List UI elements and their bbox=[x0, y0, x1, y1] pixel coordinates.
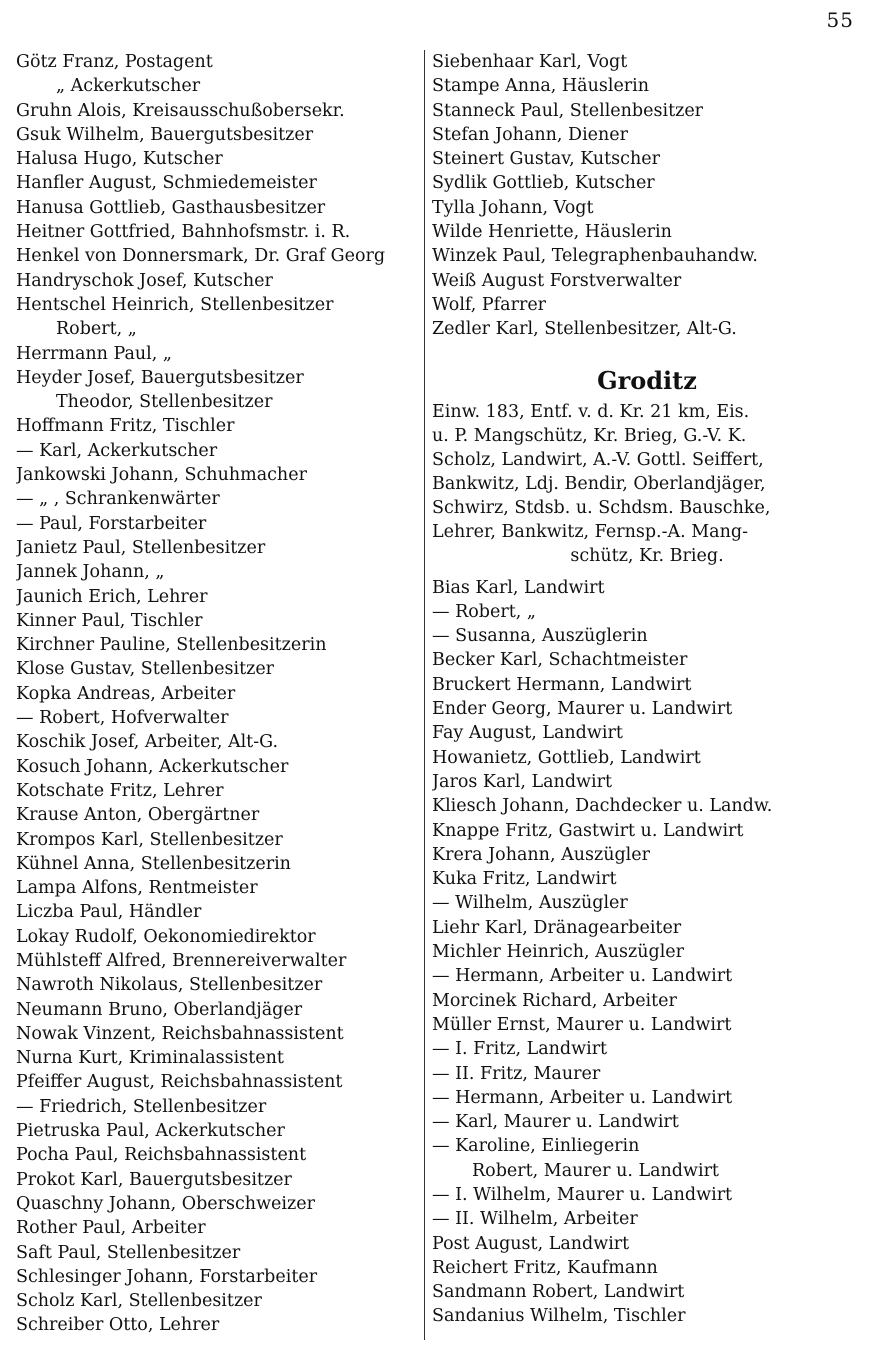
directory-entry: — Karoline, Einliegerin bbox=[432, 1136, 640, 1157]
directory-entry: — „ , Schrankenwärter bbox=[16, 489, 220, 510]
directory-entry: Schlesinger Johann, Forstarbeiter bbox=[16, 1266, 318, 1287]
directory-entry: Jaunich Erich, Lehrer bbox=[16, 586, 208, 607]
directory-entry: Robert, „ bbox=[56, 319, 137, 340]
directory-entry: Siebenhaar Karl, Vogt bbox=[432, 52, 628, 72]
directory-entry: Schreiber Otto, Lehrer bbox=[16, 1315, 220, 1336]
directory-entry: Lokay Rudolf, Oekonomiedirektor bbox=[16, 926, 316, 947]
directory-entry: Hanusa Gottlieb, Gasthausbesitzer bbox=[16, 197, 326, 218]
description-line: Schwirz, Stdsb. u. Schdsm. Bauschke, bbox=[432, 497, 771, 518]
directory-entry: Stampe Anna, Häuslerin bbox=[432, 76, 650, 97]
directory-entry: Stefan Johann, Diener bbox=[432, 124, 629, 145]
directory-entry: Lampa Alfons, Rentmeister bbox=[16, 878, 258, 899]
directory-entry: Halusa Hugo, Kutscher bbox=[16, 149, 223, 170]
directory-entry: — II. Fritz, Maurer bbox=[432, 1063, 601, 1084]
directory-entry: Pocha Paul, Reichsbahnassistent bbox=[16, 1145, 307, 1166]
directory-entry: Pfeiffer August, Reichsbahnassistent bbox=[16, 1072, 343, 1093]
description-line: Scholz, Landwirt, A.-V. Gottl. Seiffert, bbox=[432, 449, 764, 470]
directory-entry: Weiß August Forstverwalter bbox=[432, 270, 682, 291]
directory-entry: — II. Wilhelm, Arbeiter bbox=[432, 1209, 638, 1230]
directory-entry: Sandanius Wilhelm, Tischler bbox=[432, 1306, 686, 1327]
directory-entry: Michler Heinrich, Auszügler bbox=[432, 942, 685, 963]
directory-entry: Heyder Josef, Bauergutsbesitzer bbox=[16, 367, 304, 388]
description-line: u. P. Mangschütz, Kr. Brieg, G.-V. K. bbox=[432, 425, 747, 446]
directory-entry: Morcinek Richard, Arbeiter bbox=[432, 990, 677, 1011]
directory-entry: — Karl, Ackerkutscher bbox=[16, 440, 218, 461]
directory-entry: Rother Paul, Arbeiter bbox=[16, 1218, 206, 1239]
directory-entry: Reichert Fritz, Kaufmann bbox=[432, 1257, 658, 1278]
directory-entry: Hentschel Heinrich, Stellenbesitzer bbox=[16, 294, 334, 315]
directory-entry: Saft Paul, Stellenbesitzer bbox=[16, 1242, 241, 1263]
directory-entry: Robert, Maurer u. Landwirt bbox=[472, 1160, 719, 1181]
directory-entry: Gsuk Wilhelm, Bauergutsbesitzer bbox=[16, 124, 314, 145]
directory-entry: Kühnel Anna, Stellenbesitzerin bbox=[16, 853, 291, 874]
directory-entry: Pietruska Paul, Ackerkutscher bbox=[16, 1121, 285, 1142]
description-line: Lehrer, Bankwitz, Fernsp.-A. Mang- bbox=[432, 521, 748, 542]
directory-entry: — Karl, Maurer u. Landwirt bbox=[432, 1112, 679, 1133]
directory-entry: Bias Karl, Landwirt bbox=[432, 577, 605, 598]
directory-entry: Steinert Gustav, Kutscher bbox=[432, 149, 660, 170]
directory-entry: — I. Fritz, Landwirt bbox=[432, 1039, 608, 1060]
directory-entry: — Hermann, Arbeiter u. Landwirt bbox=[432, 966, 733, 987]
directory-entry: Quaschny Johann, Oberschweizer bbox=[16, 1193, 315, 1214]
directory-entry: Kotschate Fritz, Lehrer bbox=[16, 780, 224, 801]
directory-entry: Janietz Paul, Stellenbesitzer bbox=[16, 537, 266, 558]
directory-entry: Liczba Paul, Händler bbox=[16, 902, 202, 923]
directory-entry: Kuka Fritz, Landwirt bbox=[432, 869, 617, 890]
directory-entry: — Robert, Hofverwalter bbox=[16, 708, 229, 729]
directory-entry: Nowak Vinzent, Reichsbahnassistent bbox=[16, 1023, 344, 1044]
directory-entry: Becker Karl, Schachtmeister bbox=[432, 650, 688, 671]
directory-entry: — Hermann, Arbeiter u. Landwirt bbox=[432, 1087, 733, 1108]
directory-entry: Winzek Paul, Telegraphenbauhandw. bbox=[432, 246, 758, 267]
section-description bbox=[432, 400, 862, 568]
directory-entry: Scholz Karl, Stellenbesitzer bbox=[16, 1291, 262, 1312]
page-number: 55 bbox=[826, 8, 854, 32]
directory-entry: Kosuch Johann, Ackerkutscher bbox=[16, 756, 289, 777]
directory-entry: — Paul, Forstarbeiter bbox=[16, 513, 207, 534]
directory-entry: Nurna Kurt, Kriminalassistent bbox=[16, 1048, 284, 1069]
directory-entry: Jankowski Johann, Schuhmacher bbox=[16, 465, 307, 486]
directory-entry: Götz Franz, Postagent bbox=[16, 52, 213, 72]
directory-entry: — Friedrich, Stellenbesitzer bbox=[16, 1096, 267, 1117]
directory-entry: Jaros Karl, Landwirt bbox=[432, 771, 612, 792]
directory-entry: Nawroth Nikolaus, Stellenbesitzer bbox=[16, 975, 323, 996]
directory-entry: Post August, Landwirt bbox=[432, 1233, 630, 1254]
directory-entry: Handryschok Josef, Kutscher bbox=[16, 270, 273, 291]
description-line: Einw. 183, Entf. v. d. Kr. 21 km, Eis. bbox=[432, 401, 750, 422]
directory-entry: Neumann Bruno, Oberlandjäger bbox=[16, 999, 303, 1020]
directory-entry: Theodor, Stellenbesitzer bbox=[56, 392, 273, 413]
directory-entry: Howanietz, Gottlieb, Landwirt bbox=[432, 747, 701, 768]
directory-entry: Jannek Johann, „ bbox=[16, 562, 165, 583]
directory-entry: Wilde Henriette, Häuslerin bbox=[432, 222, 672, 243]
directory-entry: Herrmann Paul, „ bbox=[16, 343, 172, 364]
left-column bbox=[16, 50, 418, 1338]
directory-entry: Tylla Johann, Vogt bbox=[432, 197, 594, 218]
directory-entry: Fay August, Landwirt bbox=[432, 723, 623, 744]
directory-entry: — Wilhelm, Auszügler bbox=[432, 893, 628, 914]
section-heading: Groditz bbox=[597, 365, 697, 395]
directory-entry: Prokot Karl, Bauergutsbesitzer bbox=[16, 1169, 292, 1190]
directory-entry: Zedler Karl, Stellenbesitzer, Alt-G. bbox=[432, 319, 737, 340]
directory-entry: Wolf, Pfarrer bbox=[432, 294, 547, 315]
column-divider bbox=[424, 50, 425, 1340]
directory-entry: Sandmann Robert, Landwirt bbox=[432, 1282, 685, 1303]
directory-entry: Knappe Fritz, Gastwirt u. Landwirt bbox=[432, 820, 744, 841]
directory-entry: Gruhn Alois, Kreisausschußobersekr. bbox=[16, 100, 345, 121]
directory-entry: Heitner Gottfried, Bahnhofsmstr. i. R. bbox=[16, 222, 351, 243]
directory-entry: Kliesch Johann, Dachdecker u. Landw. bbox=[432, 796, 773, 817]
directory-entry: Kinner Paul, Tischler bbox=[16, 610, 203, 631]
directory-entry: Mühlsteff Alfred, Brennereiverwalter bbox=[16, 950, 347, 971]
directory-entry: „ Ackerkutscher bbox=[56, 76, 201, 97]
directory-entry: Koschik Josef, Arbeiter, Alt-G. bbox=[16, 732, 279, 753]
description-line: Bankwitz, Ldj. Bendir, Oberlandjäger, bbox=[432, 473, 766, 494]
directory-entry: Henkel von Donnersmark, Dr. Graf Georg bbox=[16, 246, 386, 267]
directory-entry: — Susanna, Auszüglerin bbox=[432, 626, 648, 647]
directory-entry: Krause Anton, Obergärtner bbox=[16, 805, 260, 826]
directory-entry: Liehr Karl, Dränagearbeiter bbox=[432, 917, 682, 938]
directory-entry: Krompos Karl, Stellenbesitzer bbox=[16, 829, 283, 850]
directory-entry: Krera Johann, Auszügler bbox=[432, 844, 650, 865]
directory-entry: Ender Georg, Maurer u. Landwirt bbox=[432, 699, 733, 720]
directory-entry: Hoffmann Fritz, Tischler bbox=[16, 416, 235, 437]
directory-entry: Sydlik Gottlieb, Kutscher bbox=[432, 173, 655, 194]
directory-entry: Kopka Andreas, Arbeiter bbox=[16, 683, 236, 704]
directory-entry: Klose Gustav, Stellenbesitzer bbox=[16, 659, 275, 680]
directory-entry: — I. Wilhelm, Maurer u. Landwirt bbox=[432, 1184, 733, 1205]
directory-entry: Stanneck Paul, Stellenbesitzer bbox=[432, 100, 704, 121]
directory-entry: Bruckert Hermann, Landwirt bbox=[432, 674, 692, 695]
directory-entry: Kirchner Pauline, Stellenbesitzerin bbox=[16, 635, 327, 656]
directory-entry: — Robert, „ bbox=[432, 601, 536, 622]
directory-entry: Müller Ernst, Maurer u. Landwirt bbox=[432, 1014, 732, 1035]
right-column bbox=[432, 50, 862, 1329]
description-line: schütz, Kr. Brieg. bbox=[570, 545, 724, 566]
directory-entry: Hanfler August, Schmiedemeister bbox=[16, 173, 317, 194]
